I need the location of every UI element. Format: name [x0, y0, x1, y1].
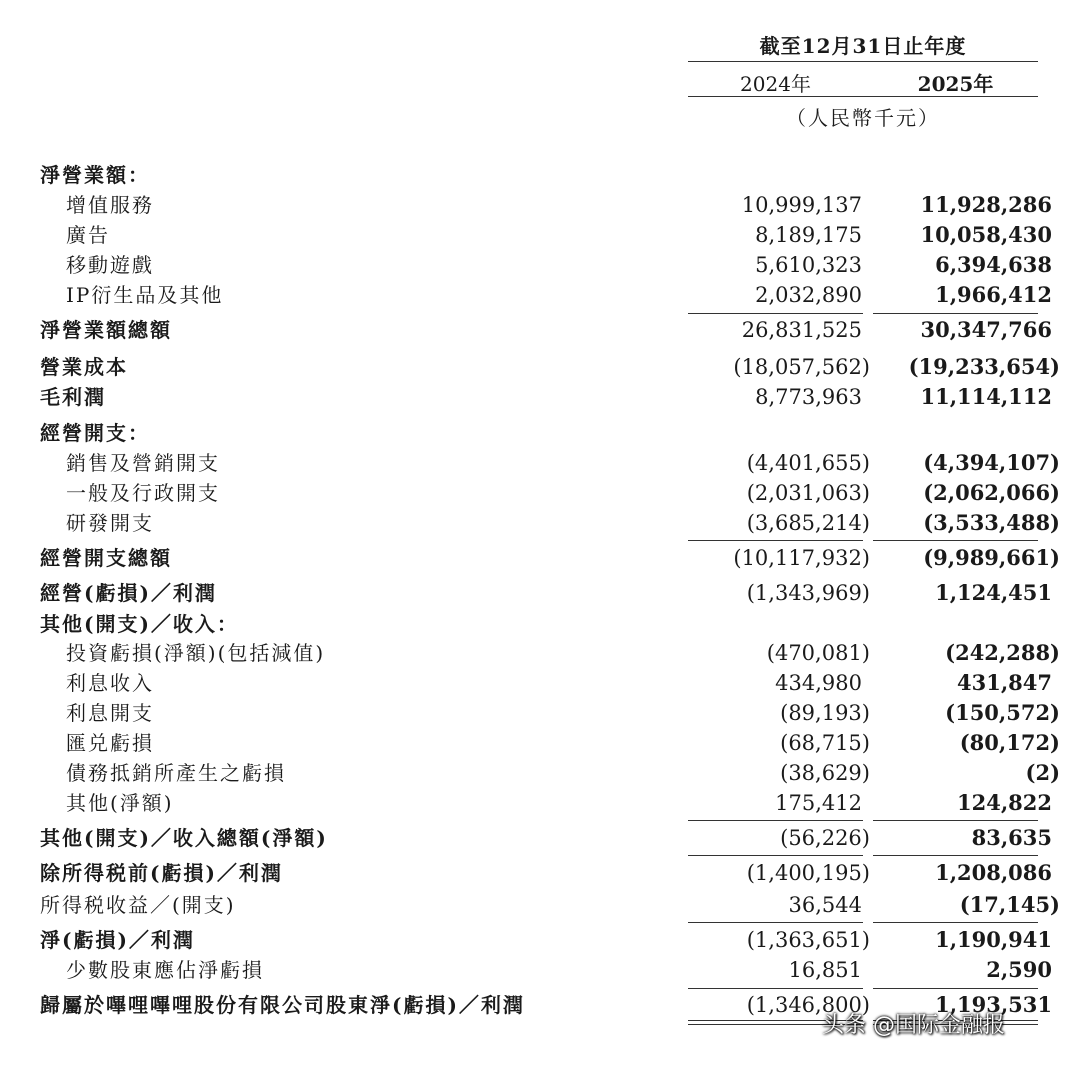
- statement-row: [0, 382, 1080, 412]
- value-2024: 434,980: [775, 671, 862, 695]
- value-2025: (19,233,654): [908, 354, 1060, 379]
- statement-row: [0, 508, 1080, 538]
- statement-row: [0, 418, 1080, 448]
- value-2025: 10,058,430: [920, 222, 1052, 247]
- row-label: 一般及行政開支: [66, 481, 220, 505]
- statement-row: [0, 925, 1080, 955]
- row-label: 所得税收益／(開支): [40, 893, 236, 917]
- statement-row: [0, 698, 1080, 728]
- row-label: 增值服務: [66, 193, 154, 217]
- year-underline: [688, 96, 1038, 97]
- statement-row: [0, 250, 1080, 280]
- row-label: 淨營業額：: [40, 163, 150, 187]
- row-label: 經營(虧損)／利潤: [40, 581, 217, 605]
- value-2025: (150,572): [945, 700, 1060, 725]
- row-label: 投資虧損(淨額)(包括減值): [66, 641, 326, 665]
- statement-row: [0, 890, 1080, 920]
- value-2025: 1,208,086: [935, 860, 1052, 885]
- row-label: IP衍生品及其他: [66, 283, 224, 307]
- value-2025: 1,190,941: [935, 927, 1052, 952]
- value-2025: 83,635: [971, 825, 1052, 850]
- row-label: 經營開支：: [40, 421, 150, 445]
- value-2024: 8,189,175: [755, 223, 862, 247]
- statement-row: [0, 955, 1080, 985]
- value-2025: (17,145): [959, 892, 1060, 917]
- subtotal-rule: [688, 540, 863, 541]
- row-label: 研發開支: [66, 511, 154, 535]
- value-2025: 6,394,638: [935, 252, 1052, 277]
- value-2025: (242,288): [945, 640, 1060, 665]
- value-2024: (1,343,969): [746, 581, 870, 605]
- value-2025: (4,394,107): [923, 450, 1060, 475]
- row-label: 除所得税前(虧損)／利潤: [40, 861, 283, 885]
- value-2024: 10,999,137: [741, 193, 862, 217]
- value-2025: (2,062,066): [923, 480, 1060, 505]
- subtotal-rule: [688, 988, 863, 989]
- year-2025-header: 2025年: [917, 72, 994, 96]
- watermark: 头条 @国际金融报: [822, 1013, 1005, 1038]
- statement-row: [0, 478, 1080, 508]
- value-2024: [692, 609, 862, 639]
- statement-row: [0, 543, 1080, 573]
- statement-row: [0, 448, 1080, 478]
- value-2024: 175,412: [775, 791, 862, 815]
- statement-row: [0, 280, 1080, 310]
- value-2024: 2,032,890: [755, 283, 862, 307]
- value-2024: (1,346,800): [746, 993, 870, 1017]
- value-2024: (10,117,932): [733, 546, 870, 570]
- row-label: 其他(開支)／收入總額(淨額): [40, 826, 328, 850]
- row-label: 移動遊戲: [66, 253, 154, 277]
- value-2025: 30,347,766: [920, 317, 1052, 342]
- subtotal-rule: [688, 313, 863, 314]
- row-label: 少數股東應佔淨虧損: [66, 958, 264, 982]
- statement-row: [0, 788, 1080, 818]
- value-2024: 26,831,525: [741, 318, 862, 342]
- value-2024: 5,610,323: [755, 253, 862, 277]
- row-label: 其他(淨額): [66, 791, 174, 815]
- value-2024: (2,031,063): [746, 481, 870, 505]
- row-label: 銷售及營銷開支: [66, 451, 220, 475]
- value-2025: 431,847: [957, 670, 1052, 695]
- value-2024: [692, 418, 862, 448]
- value-2024: (470,081): [766, 641, 870, 665]
- statement-row: [0, 638, 1080, 668]
- value-2025: [872, 160, 1052, 190]
- row-label: 匯兑虧損: [66, 731, 154, 755]
- value-2024: [692, 160, 862, 190]
- subtotal-rule: [688, 820, 863, 821]
- subtotal-rule: [873, 313, 1038, 314]
- value-2024: 36,544: [788, 893, 862, 917]
- value-2025: 11,114,112: [920, 384, 1052, 409]
- statement-row: [0, 220, 1080, 250]
- row-label: 毛利潤: [40, 385, 106, 409]
- value-2025: 1,966,412: [935, 282, 1052, 307]
- statement-row: [0, 578, 1080, 608]
- row-label: 其他(開支)／收入：: [40, 612, 239, 636]
- row-label: 淨(虧損)／利潤: [40, 928, 195, 952]
- row-label: 利息開支: [66, 701, 154, 725]
- value-2025: 124,822: [957, 790, 1052, 815]
- value-2024: (3,685,214): [746, 511, 870, 535]
- row-label: 利息收入: [66, 671, 154, 695]
- row-label: 廣告: [66, 223, 110, 247]
- value-2025: [872, 609, 1052, 639]
- statement-row: [0, 190, 1080, 220]
- value-2024: (18,057,562): [733, 355, 870, 379]
- value-2025: 1,193,531: [935, 992, 1052, 1017]
- statement-row: [0, 728, 1080, 758]
- row-label: 淨營業額總額: [40, 318, 172, 342]
- statement-row: [0, 668, 1080, 698]
- value-2025: 1,124,451: [935, 580, 1052, 605]
- statement-row: [0, 160, 1080, 190]
- value-2024: (68,715): [780, 731, 870, 755]
- value-2025: (80,172): [959, 730, 1060, 755]
- row-label: 歸屬於嗶哩嗶哩股份有限公司股東淨(虧損)／利潤: [40, 993, 525, 1017]
- row-label: 營業成本: [40, 355, 128, 379]
- year-2024-header: 2024年: [740, 72, 811, 96]
- value-2024: (56,226): [780, 826, 870, 850]
- value-2025: (9,989,661): [923, 545, 1060, 570]
- value-2025: (2): [1025, 760, 1060, 785]
- statement-row: [0, 758, 1080, 788]
- value-2025: 11,928,286: [920, 192, 1052, 217]
- value-2024: (38,629): [780, 761, 870, 785]
- value-2025: [872, 418, 1052, 448]
- value-2025: 2,590: [986, 957, 1052, 982]
- statement-row: [0, 858, 1080, 888]
- value-2024: (1,363,651): [746, 928, 870, 952]
- statement-row: [0, 352, 1080, 382]
- statement-row: [0, 609, 1080, 639]
- subtotal-rule: [873, 922, 1038, 923]
- value-2024: (1,400,195): [746, 861, 870, 885]
- subtotal-rule: [688, 922, 863, 923]
- subtotal-rule: [688, 855, 863, 856]
- row-label: 債務抵銷所產生之虧損: [66, 761, 286, 785]
- subtotal-rule: [873, 855, 1038, 856]
- value-2024: 8,773,963: [755, 385, 862, 409]
- unit-header: （人民幣千元）: [786, 106, 940, 130]
- subtotal-rule: [873, 820, 1038, 821]
- subtotal-rule: [873, 540, 1038, 541]
- value-2024: (89,193): [780, 701, 870, 725]
- value-2025: (3,533,488): [923, 510, 1060, 535]
- period-header: 截至12月31日止年度: [759, 34, 967, 58]
- statement-row: [0, 315, 1080, 345]
- value-2024: (4,401,655): [746, 451, 870, 475]
- subtotal-rule: [873, 988, 1038, 989]
- statement-row: [0, 823, 1080, 853]
- row-label: 經營開支總額: [40, 546, 172, 570]
- period-underline: [688, 61, 1038, 62]
- value-2024: 16,851: [788, 958, 862, 982]
